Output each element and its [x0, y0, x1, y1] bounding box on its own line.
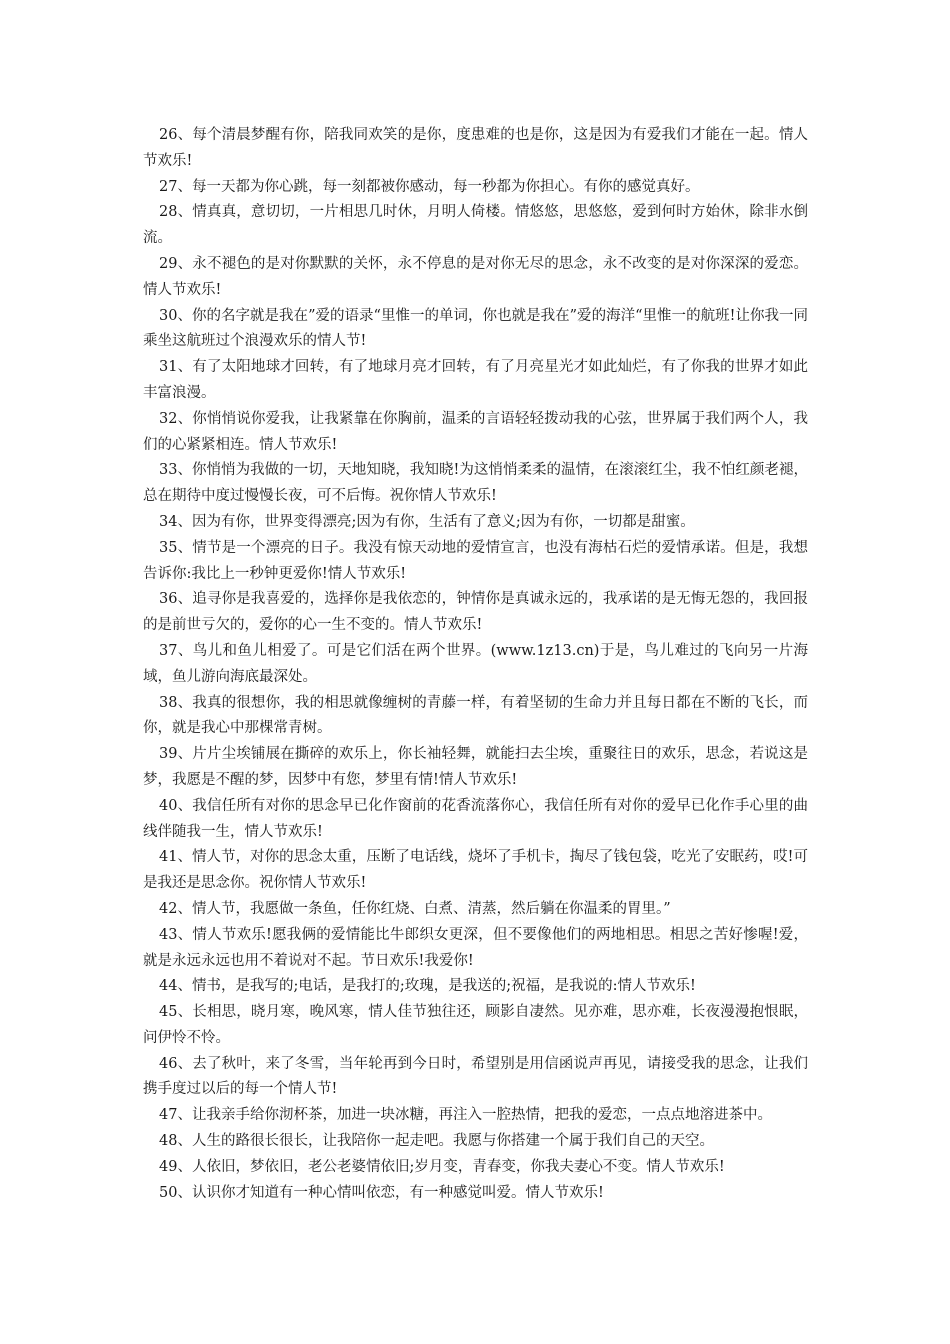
- paragraph-47: 47、让我亲手给你沏杯茶，加进一块冰糖，再注入一腔热情，把我的爱恋，一点点地溶进茶中。: [159, 1107, 772, 1124]
- paragraph-26: 26、每个清晨梦醒有你，陪我同欢笑的是你，度患难的也是你，这是因为有爱我们才能在一起。情人节欢乐!: [143, 127, 808, 169]
- paragraph-33: 33、你悄悄为我做的一切，天地知晓，我知晓!为这悄悄柔柔的温情，在滚滚红尘，我不怕红颜老褪，总在期待中度过慢慢长夜，可不后悔。祝你情人节欢乐!: [143, 462, 808, 505]
- paragraph-36: 36、追寻你是我喜爱的，选择你是我依恋的，钟情你是真诚永远的，我承诺的是无悔无怨的，我回报的是前世亏欠的，爱你的心一生不变的。情人节欢乐!: [143, 591, 808, 634]
- paragraph-29: 29、永不褪色的是对你默默的关怀，永不停息的是对你无尽的思念，永不改变的是对你深深的爱恋。情人节欢乐!: [143, 255, 808, 298]
- paragraph-27: 27、每一天都为你心跳，每一刻都被你感动，每一秒都为你担心。有你的感觉真好。: [159, 178, 700, 195]
- paragraph-42: 42、情人节，我愿做一条鱼，任你红烧、白煮、清蒸，然后躺在你温柔的胃里。”: [159, 900, 671, 917]
- paragraph-31: 31、有了太阳地球才回转，有了地球月亮才回转，有了月亮星光才如此灿烂，有了你我的世界才如此丰富浪漫。: [143, 359, 808, 401]
- paragraph-37: 37、鸟儿和鱼儿相爱了。可是它们活在两个世界。(www.1z13.cn)于是，鸟儿难过的飞向另一片海域，鱼儿游向海底最深处。: [143, 642, 808, 685]
- paragraph-48: 48、人生的路很长很长，让我陪你一起走吧。我愿与你搭建一个属于我们自己的天空。: [159, 1133, 714, 1150]
- paragraph-34: 34、因为有你，世界变得漂亮;因为有你，生活有了意义;因为有你，一切都是甜蜜。: [159, 513, 695, 530]
- paragraph-43: 43、情人节欢乐!愿我俩的爱情能比牛郎织女更深，但不要像他们的两地相思。相思之苦好惨喔!爱，就是永远永远也用不着说对不起。节日欢乐!我爱你!: [143, 926, 808, 969]
- paragraph-50: 50、认识你才知道有一种心情叫依恋，有一种感觉叫爱。情人节欢乐!: [159, 1184, 604, 1201]
- paragraph-38: 38、我真的很想你，我的相思就像缠树的青藤一样，有着坚韧的生命力并且每日都在不断的飞长，而你，就是我心中那棵常青树。: [143, 694, 808, 737]
- paragraph-28: 28、情真真，意切切，一片相思几时休，月明人倚楼。情悠悠，思悠悠，爱到何时方始休，除非水倒流。: [143, 204, 808, 247]
- paragraph-40: 40、我信任所有对你的思念早已化作窗前的花香流落你心，我信任所有对你的爱早已化作手心里的曲线伴随我一生，情人节欢乐!: [143, 797, 808, 840]
- paragraph-44: 44、情书，是我写的;电话，是我打的;玫瑰，是我送的;祝福，是我说的:情人节欢乐!: [159, 978, 696, 995]
- paragraph-45: 45、长相思，晓月寒，晚风寒，情人佳节独往还，顾影自凄然。见亦难，思亦难，长夜漫漫抱恨眠，问伊怜不怜。: [143, 1004, 808, 1046]
- paragraph-46: 46、去了秋叶，来了冬雪，当年轮再到今日时，希望别是用信函说声再见，请接受我的思念，让我们携手度过以后的每一个情人节!: [143, 1055, 808, 1098]
- document-body: [143, 123, 808, 1206]
- paragraph-35: 35、情节是一个漂亮的日子。我没有惊天动地的爱情宣言，也没有海枯石烂的爱情承诺。但是，我想告诉你:我比上一秒钟更爱你!情人节欢乐!: [143, 539, 808, 582]
- paragraph-39: 39、片片尘埃铺展在撕碎的欢乐上，你长袖轻舞，就能扫去尘埃，重聚往日的欢乐，思念，若说这是梦，我愿是不醒的梦，因梦中有您，梦里有情!情人节欢乐!: [143, 746, 808, 788]
- paragraph-41: 41、情人节，对你的思念太重，压断了电话线，烧坏了手机卡，掏尽了钱包袋，吃光了安眠药，哎!可是我还是思念你。祝你情人节欢乐!: [143, 849, 808, 892]
- paragraph-49: 49、人依旧，梦依旧，老公老婆情依旧;岁月变，青春变，你我夫妻心不变。情人节欢乐!: [159, 1158, 725, 1175]
- paragraph-30: 30、你的名字就是我在”爱的语录“里惟一的单词，你也就是我在”爱的海洋“里惟一的航班!让你我一同乘坐这航班过个浪漫欢乐的情人节!: [143, 307, 808, 350]
- paragraph-32: 32、你悄悄说你爱我，让我紧靠在你胸前，温柔的言语轻轻拨动我的心弦，世界属于我们两个人，我们的心紧紧相连。情人节欢乐!: [143, 410, 808, 453]
